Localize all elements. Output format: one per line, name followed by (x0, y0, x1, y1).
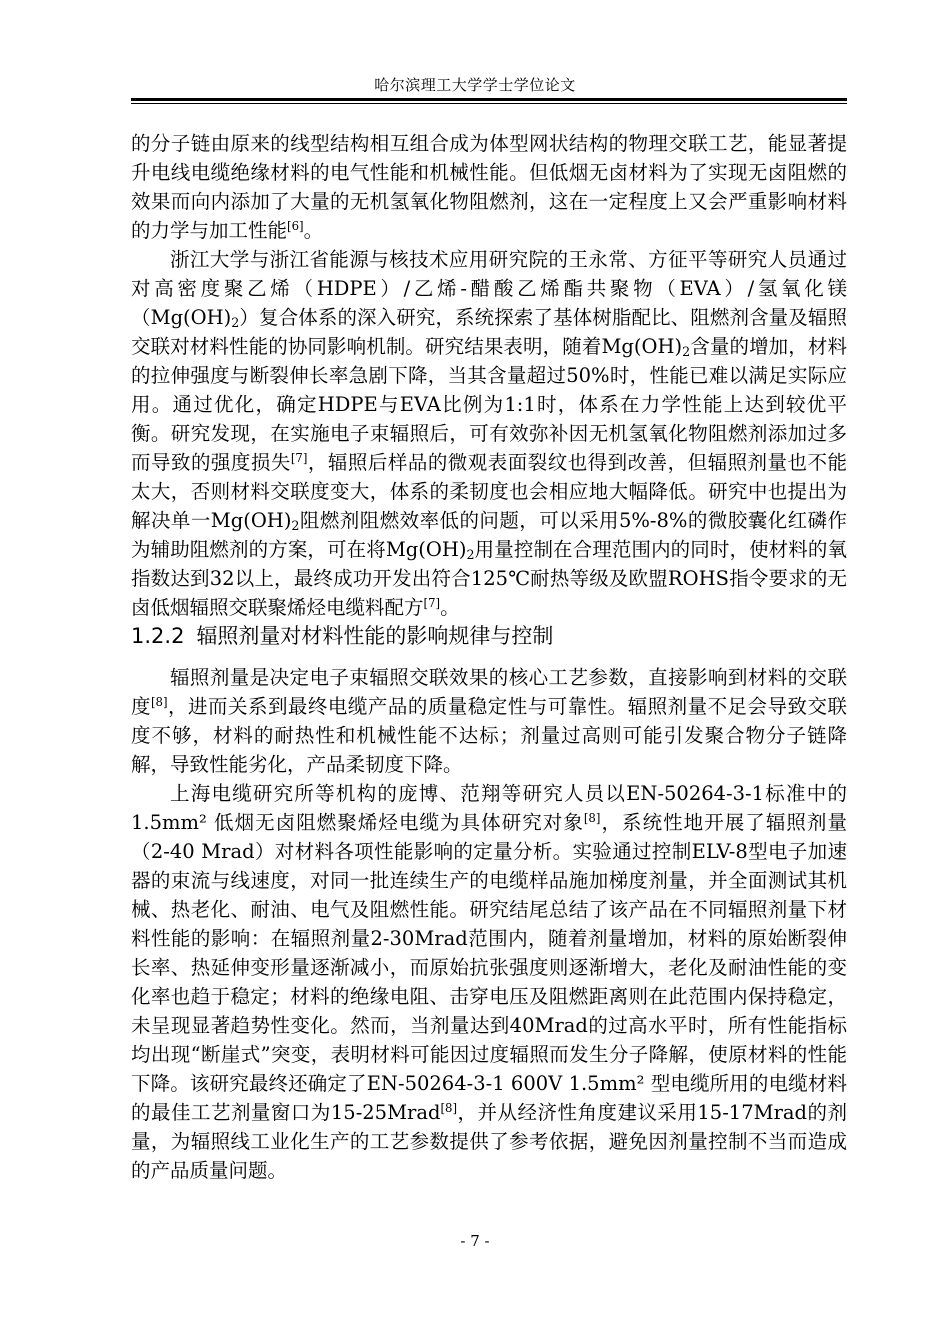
page-number: - 7 - (460, 1232, 490, 1250)
header-rule-thick (131, 98, 847, 101)
section-heading (131, 621, 847, 651)
citation-ref: [8] (150, 694, 168, 709)
text-run: 上海电缆研究所等机构的庞博、范翔等研究人员以EN-50264-3-1标准中的1.5mm² 低烟无卤阻燃聚烯烃电缆为具体研究对象 (131, 782, 847, 834)
text-run: 用量控制在合理范围内的同时，使材料的氧指数达到32以上，最终成功开发出符合125℃耐热等级及欧盟ROHS指令要求的无卤低烟辐照交联聚烯烃电缆料配方 (131, 538, 847, 619)
section-1-body (131, 129, 847, 622)
text-run: 的分子链由原来的线型结构相互组合成为体型网状结构的物理交联工艺，能显著提升电线电缆绝缘材料的电气性能和机械性能。但低烟无卤材料为了实现无卤阻燃的效果而向内添加了大量的无机氢氧化物阻燃剂，这在一定程度上又会严重影响材料的力学与加工性能 (131, 132, 847, 242)
citation-ref: [8] (583, 810, 601, 825)
text-run: ，进而关系到最终电缆产品的质量稳定性与可靠性。辐照剂量不足会导致交联度不够，材料的耐热性和机械性能不达标；剂量过高则可能引发聚合物分子链降解，导致性能劣化，产品柔韧度下降。 (131, 695, 847, 776)
paragraph-zju-study (131, 245, 847, 622)
text-run: ，系统性地开展了辐照剂量（2-40 Mrad）对材料各项性能影响的定量分析。实验通过控制ELV-8型电子加速器的束流与线速度，对同一批连续生产的电缆样品施加梯度剂量，并全面测试其机械、热老化、耐油、电气及阻燃性能。研究结尾总结了该产品在不同辐照剂量下材料性能的影响：在辐照剂量2-30Mrad范围内，随着剂量增加，材料的原始断裂伸长率、热延伸变形量逐渐减小，而原始抗张强度则逐渐增大，老化及耐油性能的变化率也趋于稳定；材料的绝缘电阻、击穿电压及阻燃距离则在此范围内保持稳定，未呈现显著趋势性变化。然而，当剂量达到40Mrad的过高水平时，所有性能指标均出现“断崖式”突变，表明材料可能因过度辐照而发生分子降解，使原材料的性能下降。该研究最终还确定了EN-50264-3-1 600V 1.5mm² 型电缆所用的电缆材料的最佳工艺剂量窗口为15-25Mrad (131, 811, 847, 1124)
citation-ref: [7] (290, 450, 308, 465)
subscript: 2 (466, 547, 475, 563)
text-run: ）复合体系的深入研究，系统探索了基体树脂配比、阻燃剂含量及辐照交联对材料性能的协同影响机制。研究结果表明，随着Mg(OH) (131, 306, 847, 358)
text-run: 阻燃剂阻燃效率低的问题，可以采用5%-8%的微胶囊化红磷作为辅助阻燃剂的方案，可在将Mg(OH) (131, 509, 847, 561)
text-run: 。 (303, 219, 324, 242)
text-run: ，并从经济性角度建议采用15-17Mrad的剂量，为辐照线工业化生产的工艺参数提供了参考依据，避免因剂量控制不当而造成的产品质量问题。 (131, 1101, 847, 1182)
section-2-body (131, 663, 847, 1185)
text-run: 。 (440, 596, 460, 619)
citation-ref: [6] (287, 218, 304, 233)
text-run: 浙江大学与浙江省能源与核技术应用研究院的王永常、方征平等研究人员通过对高密度聚乙烯（HDPE）/乙烯-醋酸乙烯酯共聚物（EVA）/氢氧化镁（Mg(OH) (131, 248, 847, 329)
subscript: 2 (231, 315, 240, 331)
paragraph-dose-intro (131, 663, 847, 779)
header-rule-thin (131, 103, 847, 104)
citation-ref: [8] (440, 1100, 458, 1115)
section-number: 1.2.2 (131, 624, 185, 648)
citation-ref: [7] (423, 595, 441, 610)
section-title: 辐照剂量对材料性能的影响规律与控制 (196, 624, 554, 648)
text-run: 辐照剂量是决定电子束辐照交联效果的核心工艺参数，直接影响到材料的交联度 (131, 666, 847, 718)
subscript: 2 (291, 518, 300, 534)
paragraph-shanghai-study (131, 779, 847, 1185)
running-header: 哈尔滨理工大学学士学位论文 (374, 76, 576, 94)
subscript: 2 (682, 344, 691, 360)
text-run: 含量的增加，材料的拉伸强度与断裂伸长率急剧下降，当其含量超过50%时，性能已难以满足实际应用。通过优化，确定HDPE与EVA比例为1:1时，体系在力学性能上达到较优平衡。研究发现，在实施电子束辐照后，可有效弥补因无机氢氧化物阻燃剂添加过多而导致的强度损失 (131, 335, 847, 474)
paragraph-continued (131, 129, 847, 245)
text-run: ，辐照后样品的微观表面裂纹也得到改善，但辐照剂量也不能太大，否则材料交联度变大，体系的柔韧度也会相应地大幅降低。研究中也提出为解决单一Mg(OH) (131, 451, 847, 532)
